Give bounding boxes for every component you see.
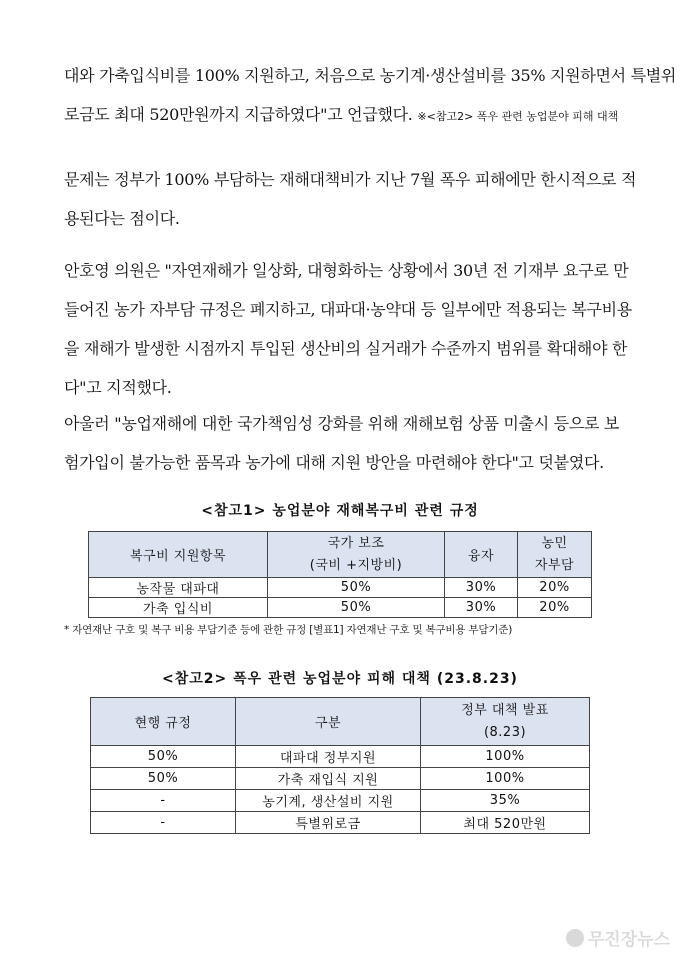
- table2-flood-damage-measures: [90, 697, 590, 834]
- paragraph-2-line-1: 문제는 정부가 100% 부담하는 재해대책비가 지난 7월 폭우 피해에만 한시적으로 적: [64, 170, 637, 189]
- table2-header-current-rule: 현행 규정: [91, 698, 236, 746]
- table2-header-gov-announcement: 정부 대책 발표 (8.23): [421, 698, 590, 746]
- table1-header-gov-support: 국가 보조 (국비 +지방비): [268, 532, 445, 578]
- paragraph-3-line-2: 들어진 농가 자부담 규정은 폐지하고, 대파대·농약대 등 일부에만 적용되는 복구비용: [64, 300, 632, 319]
- table1-restoration-cost-rules: [88, 531, 592, 618]
- table1-header-loan: 융자: [445, 532, 518, 578]
- watermark-logo-icon: [566, 929, 584, 947]
- table-row: 50% 가축 재입식 지원 100%: [91, 768, 590, 790]
- table-row: - 농기계, 생산설비 지원 35%: [91, 790, 590, 812]
- paragraph-2: [64, 160, 637, 238]
- paragraph-4-line-1: 아울러 "농업재해에 대한 국가책임성 강화를 위해 재해보험 상품 미출시 등으로 보: [64, 414, 620, 433]
- inline-reference-note: ※<참고2> 폭우 관련 농업분야 피해 대책: [417, 110, 619, 123]
- table-row: - 특별위로금 최대 520만원: [91, 812, 590, 834]
- table-row: 농작물 대파대 50% 30% 20%: [89, 578, 592, 598]
- paragraph-3: [64, 251, 632, 407]
- table1-header-farmer-share: 농민 자부담: [518, 532, 592, 578]
- table-row: 가축 입식비 50% 30% 20%: [89, 598, 592, 618]
- table2-caption: <참고2> 폭우 관련 농업분야 피해 대책 (23.8.23): [162, 671, 518, 687]
- watermark: [566, 925, 670, 950]
- table-row: 50% 대파대 정부지원 100%: [91, 746, 590, 768]
- paragraph-4: [64, 404, 620, 482]
- paragraph-1-line-2: 로금도 최대 520만원까지 지급하였다"고 언급했다.: [64, 105, 413, 124]
- paragraph-3-line-4: 다"고 지적했다.: [64, 378, 172, 397]
- paragraph-3-line-1: 안호영 의원은 "자연재해가 일상화, 대형화하는 상황에서 30년 전 기재부 요구로 만: [64, 261, 629, 280]
- paragraph-4-line-2: 험가입이 불가능한 품목과 농가에 대해 지원 방안을 마련해야 한다"고 덧붙였다.: [64, 453, 604, 472]
- paragraph-1-line-1: 대와 가축입식비를 100% 지원하고, 처음으로 농기계·생산설비를 35% 지원하면서 특별위: [64, 66, 677, 85]
- table1-footnote: * 자연재난 구호 및 복구 비용 부담기준 등에 관한 규정 [별표1] 자연재난 구호 및 복구비용 부담기준): [64, 624, 513, 636]
- table2-header-category: 구분: [236, 698, 421, 746]
- table1-header-item: 복구비 지원항목: [89, 532, 268, 578]
- paragraph-1: [64, 56, 677, 136]
- paragraph-3-line-3: 을 재해가 발생한 시점까지 투입된 생산비의 실거래가 수준까지 범위를 확대해야 한: [64, 339, 628, 358]
- table1-caption: <참고1> 농업분야 재해복구비 관련 규정: [201, 503, 479, 519]
- paragraph-2-line-2: 용된다는 점이다.: [64, 209, 180, 228]
- watermark-text: 무진장뉴스: [587, 930, 670, 950]
